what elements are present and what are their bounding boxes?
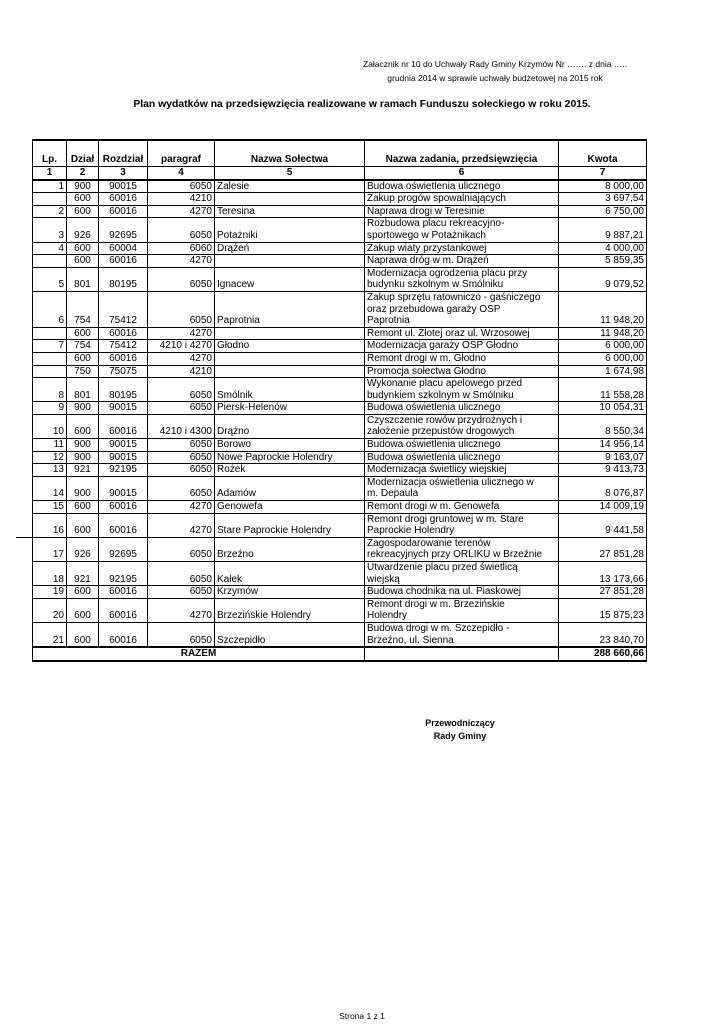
cell-zadanie: Zakup progów spowalniających xyxy=(365,193,559,206)
cell-lp xyxy=(33,365,67,378)
cell-kwota: 9 413,73 xyxy=(559,464,647,477)
cell-zadanie: Budowa chodnika na ul. Piaskowej xyxy=(365,586,559,599)
column-number: 3 xyxy=(99,167,148,180)
cell-rozdzial: 60016 xyxy=(99,513,148,537)
cell-paragraf: 6050 xyxy=(148,402,215,415)
cell-solectwo: Brzezińskie Holendry xyxy=(215,598,365,622)
table-row xyxy=(33,327,647,340)
cell-rozdzial: 92695 xyxy=(99,218,148,242)
cell-zadanie: Remont drogi w m. Głodno xyxy=(365,352,559,365)
cell-solectwo: Szczepidło xyxy=(215,622,365,647)
expenditure-plan-table xyxy=(32,139,647,662)
header-kwota: Kwota xyxy=(559,140,647,167)
cell-dzial: 900 xyxy=(67,439,99,452)
cell-paragraf: 4270 xyxy=(148,501,215,514)
cell-dzial: 801 xyxy=(67,378,99,402)
cell-dzial: 754 xyxy=(67,340,99,353)
cell-zadanie: Budowa oświetlenia ulicznego xyxy=(365,402,559,415)
cell-rozdzial: 60004 xyxy=(99,242,148,255)
cell-paragraf: 6050 xyxy=(148,180,215,193)
cell-dzial: 801 xyxy=(67,267,99,291)
cell-rozdzial: 90015 xyxy=(99,451,148,464)
cell-kwota: 9 079,52 xyxy=(559,267,647,291)
cell-solectwo: Stare Paprockie Holendry xyxy=(215,513,365,537)
cell-paragraf: 6050 xyxy=(148,291,215,327)
cell-dzial: 900 xyxy=(67,402,99,415)
cell-lp xyxy=(33,193,67,206)
cell-kwota: 23 840,70 xyxy=(559,622,647,647)
cell-zadanie: Remont drogi gruntowej w m. Stare Paprockie Holendry xyxy=(365,513,559,537)
table-row xyxy=(33,205,647,218)
cell-solectwo: Piersk-Helenów xyxy=(215,402,365,415)
cell-dzial: 900 xyxy=(67,476,99,500)
cell-paragraf: 4270 xyxy=(148,255,215,268)
cell-lp: 17 xyxy=(33,537,67,561)
cell-kwota: 8 550,34 xyxy=(559,414,647,438)
attachment-header-line2: grudnia 2014 w sprawie uchwały budżetowej na 2015 rok xyxy=(387,73,603,83)
table-row xyxy=(33,267,647,291)
cell-zadanie: Naprawa drogi w Teresinie xyxy=(365,205,559,218)
cell-kwota: 9 887,21 xyxy=(559,218,647,242)
cell-lp xyxy=(33,255,67,268)
cell-kwota: 27 851,28 xyxy=(559,537,647,561)
column-number: 4 xyxy=(148,167,215,180)
cell-kwota: 9 163,07 xyxy=(559,451,647,464)
table-body xyxy=(33,180,647,648)
cell-kwota: 6 000,00 xyxy=(559,352,647,365)
cell-dzial: 600 xyxy=(67,242,99,255)
cell-dzial: 600 xyxy=(67,598,99,622)
cell-dzial: 600 xyxy=(67,501,99,514)
cell-kwota: 4 000,00 xyxy=(559,242,647,255)
cell-kwota: 13 173,66 xyxy=(559,562,647,586)
cell-zadanie: Remont drogi w m. Genowefa xyxy=(365,501,559,514)
table-row xyxy=(33,464,647,477)
table-row xyxy=(33,402,647,415)
cell-paragraf: 6050 xyxy=(148,378,215,402)
cell-rozdzial: 75412 xyxy=(99,291,148,327)
cell-zadanie: Remont drogi w m. Brzezińskie Holendry xyxy=(365,598,559,622)
cell-kwota: 14 009,19 xyxy=(559,501,647,514)
cell-lp: 16 xyxy=(33,513,67,537)
column-number-row xyxy=(33,167,647,180)
cell-paragraf: 6050 xyxy=(148,267,215,291)
cell-lp: 12 xyxy=(33,451,67,464)
page-footer: Strona 1 z 1 xyxy=(339,1011,385,1021)
table-row xyxy=(33,180,647,193)
table-row xyxy=(33,501,647,514)
cell-solectwo: Brzeźno xyxy=(215,537,365,561)
cell-dzial: 600 xyxy=(67,327,99,340)
cell-paragraf: 4210 i 4300 xyxy=(148,414,215,438)
cell-lp xyxy=(33,352,67,365)
cell-dzial: 900 xyxy=(67,451,99,464)
cell-dzial: 754 xyxy=(67,291,99,327)
cell-kwota: 27 851,28 xyxy=(559,586,647,599)
table-row xyxy=(33,537,647,561)
header-zadanie: Nazwa zadania, przedsięwzięcia xyxy=(365,140,559,167)
cell-rozdzial: 60016 xyxy=(99,255,148,268)
cell-lp: 9 xyxy=(33,402,67,415)
cell-zadanie: Budowa oświetlenia ulicznego xyxy=(365,180,559,193)
cell-kwota: 11 948,20 xyxy=(559,291,647,327)
cell-lp: 15 xyxy=(33,501,67,514)
cell-paragraf: 6050 xyxy=(148,476,215,500)
cell-paragraf: 6060 xyxy=(148,242,215,255)
cell-zadanie: Zakup sprzętu ratowniczo - gaśniczego oraz przebudowa garaży OSP Paprotnia xyxy=(365,291,559,327)
cell-kwota: 1 674,98 xyxy=(559,365,647,378)
cell-kwota: 6 000,00 xyxy=(559,340,647,353)
table-row xyxy=(33,586,647,599)
cell-zadanie: Zagospodarowanie terenów rekreacyjnych przy ORLIKU w Brzeźnie xyxy=(365,537,559,561)
cell-kwota: 6 750,00 xyxy=(559,205,647,218)
cell-zadanie: Budowa drogi w m. Szczepidło - Brzeźno, ul. Sienna xyxy=(365,622,559,647)
header-lp: Lp. xyxy=(33,140,67,167)
table-row xyxy=(33,562,647,586)
cell-lp: 2 xyxy=(33,205,67,218)
cell-kwota: 11 948,20 xyxy=(559,327,647,340)
cell-lp: 8 xyxy=(33,378,67,402)
cell-rozdzial: 60016 xyxy=(99,414,148,438)
cell-paragraf: 4270 xyxy=(148,352,215,365)
cell-rozdzial: 90015 xyxy=(99,439,148,452)
cell-rozdzial: 60016 xyxy=(99,352,148,365)
cell-lp: 19 xyxy=(33,586,67,599)
cell-rozdzial: 92195 xyxy=(99,562,148,586)
cell-paragraf: 6050 xyxy=(148,537,215,561)
cell-solectwo: Teresina xyxy=(215,205,365,218)
table-row xyxy=(33,476,647,500)
cell-rozdzial: 75075 xyxy=(99,365,148,378)
cell-zadanie: Czyszczenie rowów przydrożnych i założenie przepustów drogowych xyxy=(365,414,559,438)
cell-dzial: 900 xyxy=(67,180,99,193)
cell-solectwo xyxy=(215,352,365,365)
column-number: 5 xyxy=(215,167,365,180)
cell-solectwo: Drążeń xyxy=(215,242,365,255)
cell-lp: 3 xyxy=(33,218,67,242)
cell-zadanie: Budowa oświetlenia ulicznego xyxy=(365,451,559,464)
cell-zadanie: Wykonanie placu apelowego przed budynkiem szkolnym w Smólniku xyxy=(365,378,559,402)
total-label: RAZEM xyxy=(33,647,365,661)
total-value: 288 660,66 xyxy=(559,647,647,661)
cell-zadanie: Zakup wiaty przystankowej xyxy=(365,242,559,255)
cell-rozdzial: 60016 xyxy=(99,501,148,514)
cell-lp: 18 xyxy=(33,562,67,586)
cell-rozdzial: 80195 xyxy=(99,267,148,291)
cell-lp: 11 xyxy=(33,439,67,452)
cell-zadanie: Utwardzenie placu przed świetlicą wiejską xyxy=(365,562,559,586)
cell-solectwo: Głodno xyxy=(215,340,365,353)
table-row xyxy=(33,365,647,378)
cell-rozdzial: 75412 xyxy=(99,340,148,353)
cell-kwota: 10 054,31 xyxy=(559,402,647,415)
cell-rozdzial: 60016 xyxy=(99,586,148,599)
cell-paragraf: 4270 xyxy=(148,327,215,340)
table-row xyxy=(33,291,647,327)
cell-paragraf: 4210 xyxy=(148,193,215,206)
table-row xyxy=(33,622,647,647)
table-header-row xyxy=(33,140,647,167)
cell-solectwo xyxy=(215,193,365,206)
table-row xyxy=(33,218,647,242)
cell-rozdzial: 60016 xyxy=(99,598,148,622)
margin-mark xyxy=(16,537,32,538)
cell-dzial: 921 xyxy=(67,464,99,477)
cell-paragraf: 4270 xyxy=(148,598,215,622)
cell-dzial: 600 xyxy=(67,414,99,438)
header-paragraf: paragraf xyxy=(148,140,215,167)
cell-zadanie: Naprawa dróg w m. Drążeń xyxy=(365,255,559,268)
table-row xyxy=(33,340,647,353)
cell-dzial: 600 xyxy=(67,352,99,365)
cell-lp: 6 xyxy=(33,291,67,327)
cell-solectwo: Smólnik xyxy=(215,378,365,402)
cell-kwota: 9 441,58 xyxy=(559,513,647,537)
cell-rozdzial: 80195 xyxy=(99,378,148,402)
table-row xyxy=(33,439,647,452)
cell-solectwo: Zalesie xyxy=(215,180,365,193)
cell-paragraf: 6050 xyxy=(148,622,215,647)
cell-paragraf: 4270 xyxy=(148,205,215,218)
cell-rozdzial: 90015 xyxy=(99,180,148,193)
cell-kwota: 8 000,00 xyxy=(559,180,647,193)
cell-dzial: 600 xyxy=(67,622,99,647)
cell-lp xyxy=(33,327,67,340)
cell-kwota: 14 956,14 xyxy=(559,439,647,452)
cell-kwota: 5 859,35 xyxy=(559,255,647,268)
column-number: 2 xyxy=(67,167,99,180)
table-row xyxy=(33,255,647,268)
cell-lp: 10 xyxy=(33,414,67,438)
cell-zadanie: Rozbudowa placu rekreacyjno- sportowego w Potażnikach xyxy=(365,218,559,242)
column-number: 7 xyxy=(559,167,647,180)
cell-rozdzial: 92195 xyxy=(99,464,148,477)
cell-solectwo: Paprotnia xyxy=(215,291,365,327)
cell-zadanie: Modernizacja garaży OSP Głodno xyxy=(365,340,559,353)
total-row xyxy=(33,647,647,661)
table-row xyxy=(33,451,647,464)
cell-kwota: 3 697,54 xyxy=(559,193,647,206)
cell-solectwo: Nowe Paprockie Holendry xyxy=(215,451,365,464)
cell-paragraf: 6050 xyxy=(148,218,215,242)
cell-rozdzial: 60016 xyxy=(99,622,148,647)
table-row xyxy=(33,378,647,402)
signature-title: Przewodniczący xyxy=(425,718,495,728)
cell-dzial: 600 xyxy=(67,255,99,268)
signature-body: Rady Gminy xyxy=(433,731,487,741)
cell-zadanie: Remont ul. Złotej oraz ul. Wrzosowej xyxy=(365,327,559,340)
document-title: Plan wydatków na przedsięwzięcia realizowane w ramach Funduszu sołeckiego w roku 2015. xyxy=(133,99,591,110)
table-row xyxy=(33,598,647,622)
cell-rozdzial: 90015 xyxy=(99,402,148,415)
header-dzial: Dział xyxy=(67,140,99,167)
header-solectwo: Nazwa Sołectwa xyxy=(215,140,365,167)
cell-zadanie: Modernizacja oświetlenia ulicznego w m. Depaula xyxy=(365,476,559,500)
cell-solectwo: Borowo xyxy=(215,439,365,452)
cell-lp: 14 xyxy=(33,476,67,500)
table-row xyxy=(33,242,647,255)
cell-dzial: 600 xyxy=(67,205,99,218)
table-row xyxy=(33,414,647,438)
cell-solectwo xyxy=(215,255,365,268)
cell-zadanie: Modernizacja świetlicy wiejskiej xyxy=(365,464,559,477)
cell-solectwo: Potażniki xyxy=(215,218,365,242)
cell-paragraf: 4210 xyxy=(148,365,215,378)
cell-lp: 13 xyxy=(33,464,67,477)
cell-rozdzial: 60016 xyxy=(99,205,148,218)
cell-lp: 5 xyxy=(33,267,67,291)
cell-solectwo xyxy=(215,365,365,378)
cell-lp: 1 xyxy=(33,180,67,193)
cell-paragraf: 4270 xyxy=(148,513,215,537)
cell-lp: 20 xyxy=(33,598,67,622)
cell-zadanie: Promocja sołectwa Głodno xyxy=(365,365,559,378)
cell-solectwo: Kałek xyxy=(215,562,365,586)
cell-rozdzial: 90015 xyxy=(99,476,148,500)
cell-kwota: 8 076,87 xyxy=(559,476,647,500)
cell-solectwo: Krzymów xyxy=(215,586,365,599)
table-row xyxy=(33,513,647,537)
cell-solectwo: Adamów xyxy=(215,476,365,500)
cell-solectwo: Genowefa xyxy=(215,501,365,514)
cell-kwota: 15 875,23 xyxy=(559,598,647,622)
cell-rozdzial: 92695 xyxy=(99,537,148,561)
cell-solectwo: Ignacew xyxy=(215,267,365,291)
cell-dzial: 600 xyxy=(67,193,99,206)
table-row xyxy=(33,352,647,365)
cell-rozdzial: 60016 xyxy=(99,327,148,340)
cell-zadanie: Modernizacja ogrodzenia placu przy budynku szkolnym w Smólniku xyxy=(365,267,559,291)
cell-dzial: 600 xyxy=(67,586,99,599)
cell-paragraf: 6050 xyxy=(148,586,215,599)
cell-paragraf: 4210 i 4270 xyxy=(148,340,215,353)
cell-lp: 7 xyxy=(33,340,67,353)
cell-paragraf: 6050 xyxy=(148,464,215,477)
cell-dzial: 926 xyxy=(67,537,99,561)
cell-solectwo: Drążno xyxy=(215,414,365,438)
cell-rozdzial: 60016 xyxy=(99,193,148,206)
cell-dzial: 926 xyxy=(67,218,99,242)
attachment-header-line1: Załacznik nr 10 do Uchwały Rady Gminy Krzymów Nr ……. z dnia ….. xyxy=(362,59,628,69)
cell-dzial: 600 xyxy=(67,513,99,537)
cell-solectwo: Rożek xyxy=(215,464,365,477)
cell-zadanie: Budowa oświetlenia ulicznego xyxy=(365,439,559,452)
cell-dzial: 921 xyxy=(67,562,99,586)
cell-paragraf: 6050 xyxy=(148,451,215,464)
cell-solectwo xyxy=(215,327,365,340)
cell-paragraf: 6050 xyxy=(148,562,215,586)
cell-dzial: 750 xyxy=(67,365,99,378)
header-rozdzial: Rozdział xyxy=(99,140,148,167)
table-row xyxy=(33,193,647,206)
cell-lp: 21 xyxy=(33,622,67,647)
cell-paragraf: 6050 xyxy=(148,439,215,452)
cell-kwota: 11 558,28 xyxy=(559,378,647,402)
cell-lp: 4 xyxy=(33,242,67,255)
total-spacer xyxy=(365,647,559,661)
column-number: 1 xyxy=(33,167,67,180)
column-number: 6 xyxy=(365,167,559,180)
